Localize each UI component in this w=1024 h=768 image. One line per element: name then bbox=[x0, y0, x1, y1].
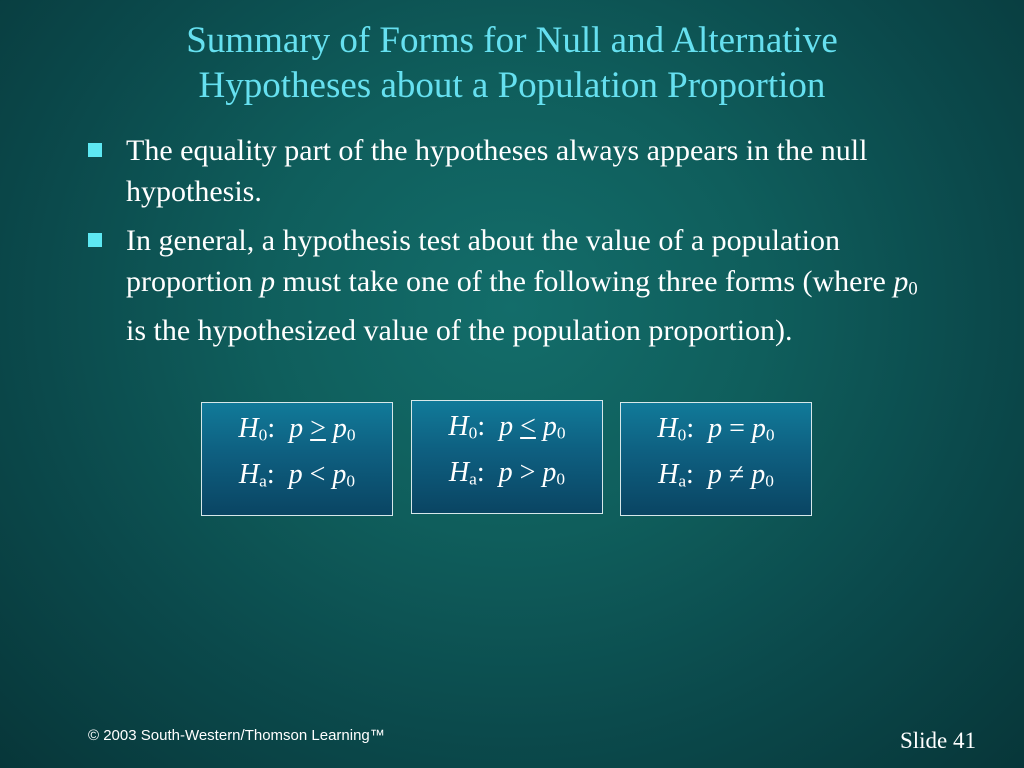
square-bullet-icon bbox=[88, 233, 102, 247]
bullet-item-2 bbox=[88, 220, 928, 351]
ha-rhs: p bbox=[332, 459, 347, 490]
bullet-2-part-3: is the hypothesized value of the population proportion). bbox=[126, 313, 793, 347]
form-box-2 bbox=[411, 400, 603, 514]
ha-op: < bbox=[309, 459, 326, 490]
copyright-notice: © 2003 South-Western/Thomson Learning™ bbox=[88, 727, 385, 744]
ha-sub: a bbox=[259, 471, 267, 491]
ha-rhs-sub: 0 bbox=[556, 469, 566, 489]
ha-rhs-sub: 0 bbox=[346, 471, 356, 491]
h0-op: = bbox=[729, 413, 745, 444]
form-1-null: $H_0$: $p > p_0$ bbox=[238, 413, 356, 445]
bullet-2-var-p: p bbox=[260, 265, 276, 298]
h0-label: H bbox=[238, 413, 259, 444]
h0-sub: 0 bbox=[258, 425, 268, 445]
title-line-2: Hypotheses about a Population Proportion bbox=[198, 65, 826, 106]
h0-op: < bbox=[520, 411, 536, 442]
h0-rhs-sub: 0 bbox=[556, 423, 566, 443]
h0-rhs: p bbox=[332, 413, 347, 444]
bullet-2-part-2: must take one of the following three forms (where bbox=[275, 265, 894, 298]
h0-var: p bbox=[289, 413, 304, 444]
ha-rhs: p bbox=[542, 457, 557, 488]
ha-label: H bbox=[238, 459, 260, 490]
ha-label: H bbox=[658, 459, 679, 490]
bullet-1-text: The equality part of the hypotheses always appears in the null hypothesis. bbox=[126, 134, 868, 208]
slide-title bbox=[0, 18, 1024, 108]
h0-rhs: p bbox=[542, 411, 557, 442]
slide-number: Slide 41 bbox=[899, 728, 976, 753]
h0-label: H bbox=[448, 411, 469, 442]
bullet-item-1 bbox=[88, 130, 928, 212]
ha-rhs-sub: 0 bbox=[765, 471, 774, 491]
h0-rhs: p bbox=[751, 413, 766, 444]
hypothesis-forms bbox=[201, 402, 821, 522]
h0-var: p bbox=[499, 411, 514, 442]
h0-rhs-sub: 0 bbox=[765, 425, 775, 445]
ha-var: p bbox=[707, 459, 722, 490]
bullet-2-subscript-0: 0 bbox=[908, 278, 918, 300]
ha-var: p bbox=[498, 457, 513, 488]
ha-rhs: p bbox=[751, 459, 766, 490]
h0-sub: 0 bbox=[468, 423, 478, 443]
ha-var: p bbox=[288, 459, 303, 490]
form-box-1 bbox=[201, 402, 393, 516]
form-1-alt: $H_a$: $p < p_0$ bbox=[238, 459, 356, 491]
h0-rhs-sub: 0 bbox=[346, 425, 356, 445]
title-line-1: Summary of Forms for Null and Alternative bbox=[186, 20, 838, 61]
form-3-null: $H_0$: $p = p_0$ bbox=[657, 413, 775, 445]
bullet-2-var-p0: p bbox=[893, 265, 909, 298]
form-2-alt: $H_a$: $p > p_0$ bbox=[448, 457, 566, 489]
form-2-null: $H_0$: $p < p_0$ bbox=[448, 411, 566, 443]
bullet-list bbox=[88, 130, 928, 359]
h0-var: p bbox=[708, 413, 723, 444]
form-3-alt: $H_a$: $p \ne p_0$ bbox=[658, 459, 774, 491]
form-box-3 bbox=[620, 402, 812, 516]
ha-sub: a bbox=[678, 471, 687, 491]
square-bullet-icon bbox=[88, 143, 102, 157]
ha-op: ≠ bbox=[728, 459, 745, 490]
ha-label: H bbox=[448, 457, 470, 488]
ha-sub: a bbox=[469, 469, 477, 489]
bullet-2-part-1: In general, a hypothesis test about the value of a population proportion bbox=[126, 224, 840, 298]
h0-op: > bbox=[310, 413, 326, 444]
h0-label: H bbox=[657, 413, 678, 444]
ha-op: > bbox=[519, 457, 536, 488]
bullet-2-text bbox=[126, 224, 918, 347]
h0-sub: 0 bbox=[677, 425, 687, 445]
